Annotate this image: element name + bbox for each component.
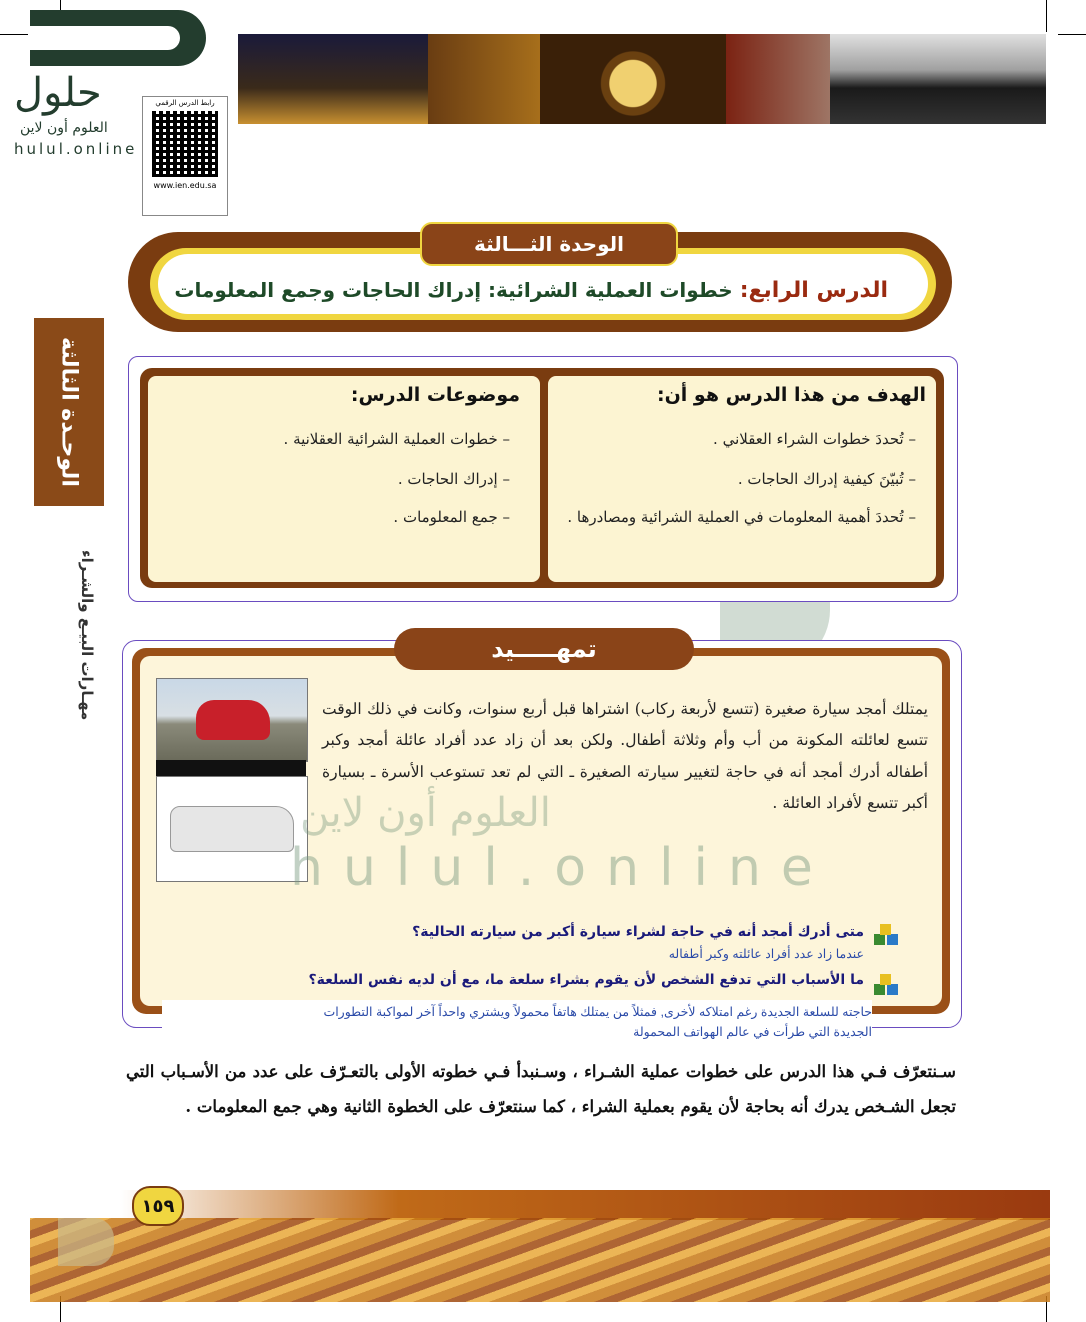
- red-car-image: [196, 700, 270, 740]
- logo-text: حلول: [14, 70, 102, 116]
- unit-title: الوحدة الثـــالثة: [420, 222, 678, 266]
- crop-mark: [1058, 34, 1086, 35]
- watermark-url: hulul.online: [290, 838, 833, 898]
- intro-title: تمهـــــيد: [394, 628, 694, 670]
- logo-subtitle: العلوم أون لاين: [20, 120, 108, 136]
- footer-band: [120, 1190, 1050, 1220]
- side-unit-label: الوحـدة الثالثة: [56, 337, 82, 487]
- cubes-icon: [872, 922, 902, 948]
- answer-1: عندما زاد عدد أفراد عائلته وكبر أطفاله: [668, 947, 864, 961]
- footer-logo-icon: [58, 1218, 114, 1266]
- qr-label: رابط الدرس الرقمي: [155, 99, 215, 107]
- qr-code-box[interactable]: [142, 96, 228, 216]
- header-photo-city: [238, 34, 428, 124]
- logo-shape-inner: [30, 26, 180, 50]
- photo-divider: [156, 760, 306, 776]
- header-photo-car: [830, 34, 1046, 124]
- goal-item: – تُبيّنَ كيفية إدراك الحاجات .: [737, 470, 916, 488]
- qr-code-icon[interactable]: [152, 111, 218, 177]
- lesson-title: خطوات العملية الشرائية: إدراك الحاجات وجمع المعلومات: [174, 278, 733, 302]
- goals-title: الهدف من هذا الدرس هو أن:: [656, 384, 926, 406]
- answer-2-line-2: الجديدة التي طرأت في عالم الهواتف المحمولة: [633, 1025, 872, 1039]
- white-truck-image: [170, 806, 294, 852]
- crop-mark: [1046, 0, 1047, 32]
- intro-paragraph: يمتلك أمجد سيارة صغيرة (تتسع لأربعة ركاب) اشتراها قبل أربع سنوات، وكانت في ذلك الوقت تتسع لعائلته المكونة من أب وأم وثلاثة أطفال. ولكن بعد أن زاد عدد أفراد عائلة أمجد وكبر أطفاله أدرك أمجد أنه في حاجة لتغيير سيارته الصغيرة ـ التي لم تعد تستوعب الأسرة ـ بسيارة أكبر تتسع لأفراد العائلة .: [322, 700, 928, 812]
- side-subject-label: مهـارات البيـع والشـراء: [78, 549, 96, 720]
- question-1: متى أدرك أمجد أنه في حاجة لشراء سيارة أكبر من سيارته الحالية؟: [412, 924, 864, 940]
- watermark-arabic: العلوم أون لاين: [300, 790, 551, 836]
- crop-mark: [0, 34, 28, 35]
- topic-item: – خطوات العملية الشرائية العقلانية .: [283, 430, 510, 448]
- answer-2-line-1: حاجته للسلعة الجديدة رغم امتلاكه لأخرى, فمثلاً من يمتلك هاتفاً محمولاً ويشتري واحداً آخر لمواكبة التطورات: [323, 1005, 872, 1019]
- lesson-prefix: الدرس الرابع:: [739, 278, 888, 303]
- cubes-icon: [872, 972, 902, 998]
- goal-item: – تُحددَ أهمية المعلومات في العملية الشرائية ومصادرها .: [567, 508, 916, 526]
- lesson-intro-paragraph: سـنتعرّف فـي هذا الدرس على خطوات عملية الشـراء ، وسـنبدأ فـي خطوته الأولى بالتعـرّف على عدد من الأسـباب التي تجعل الشـخص يدرك أنه بحاجة لأن يقوم بعملية الشراء ، كما سنتعرّف على الخطوة الثانية وهي جمع المعلومات .: [126, 1062, 956, 1117]
- qr-url[interactable]: www.ien.edu.sa: [153, 181, 217, 190]
- goal-item: – تُحددَ خطوات الشراء العقلاني .: [713, 430, 916, 448]
- page-number: ١٥٩: [132, 1186, 184, 1226]
- question-2: ما الأسباب التي تدفع الشخص لأن يقوم بشراء سلعة ما، مع أن لديه نفس السلعة؟: [308, 972, 864, 988]
- lesson-heading: [170, 278, 888, 303]
- topics-title: موضوعات الدرس:: [350, 384, 520, 406]
- logo-url[interactable]: hulul.online: [14, 140, 138, 158]
- footer-decoration: [30, 1218, 1050, 1302]
- topic-item: – جمع المعلومات .: [393, 508, 510, 526]
- header-photo-watch: [540, 34, 726, 124]
- topic-item: – إدراك الحاجات .: [397, 470, 510, 488]
